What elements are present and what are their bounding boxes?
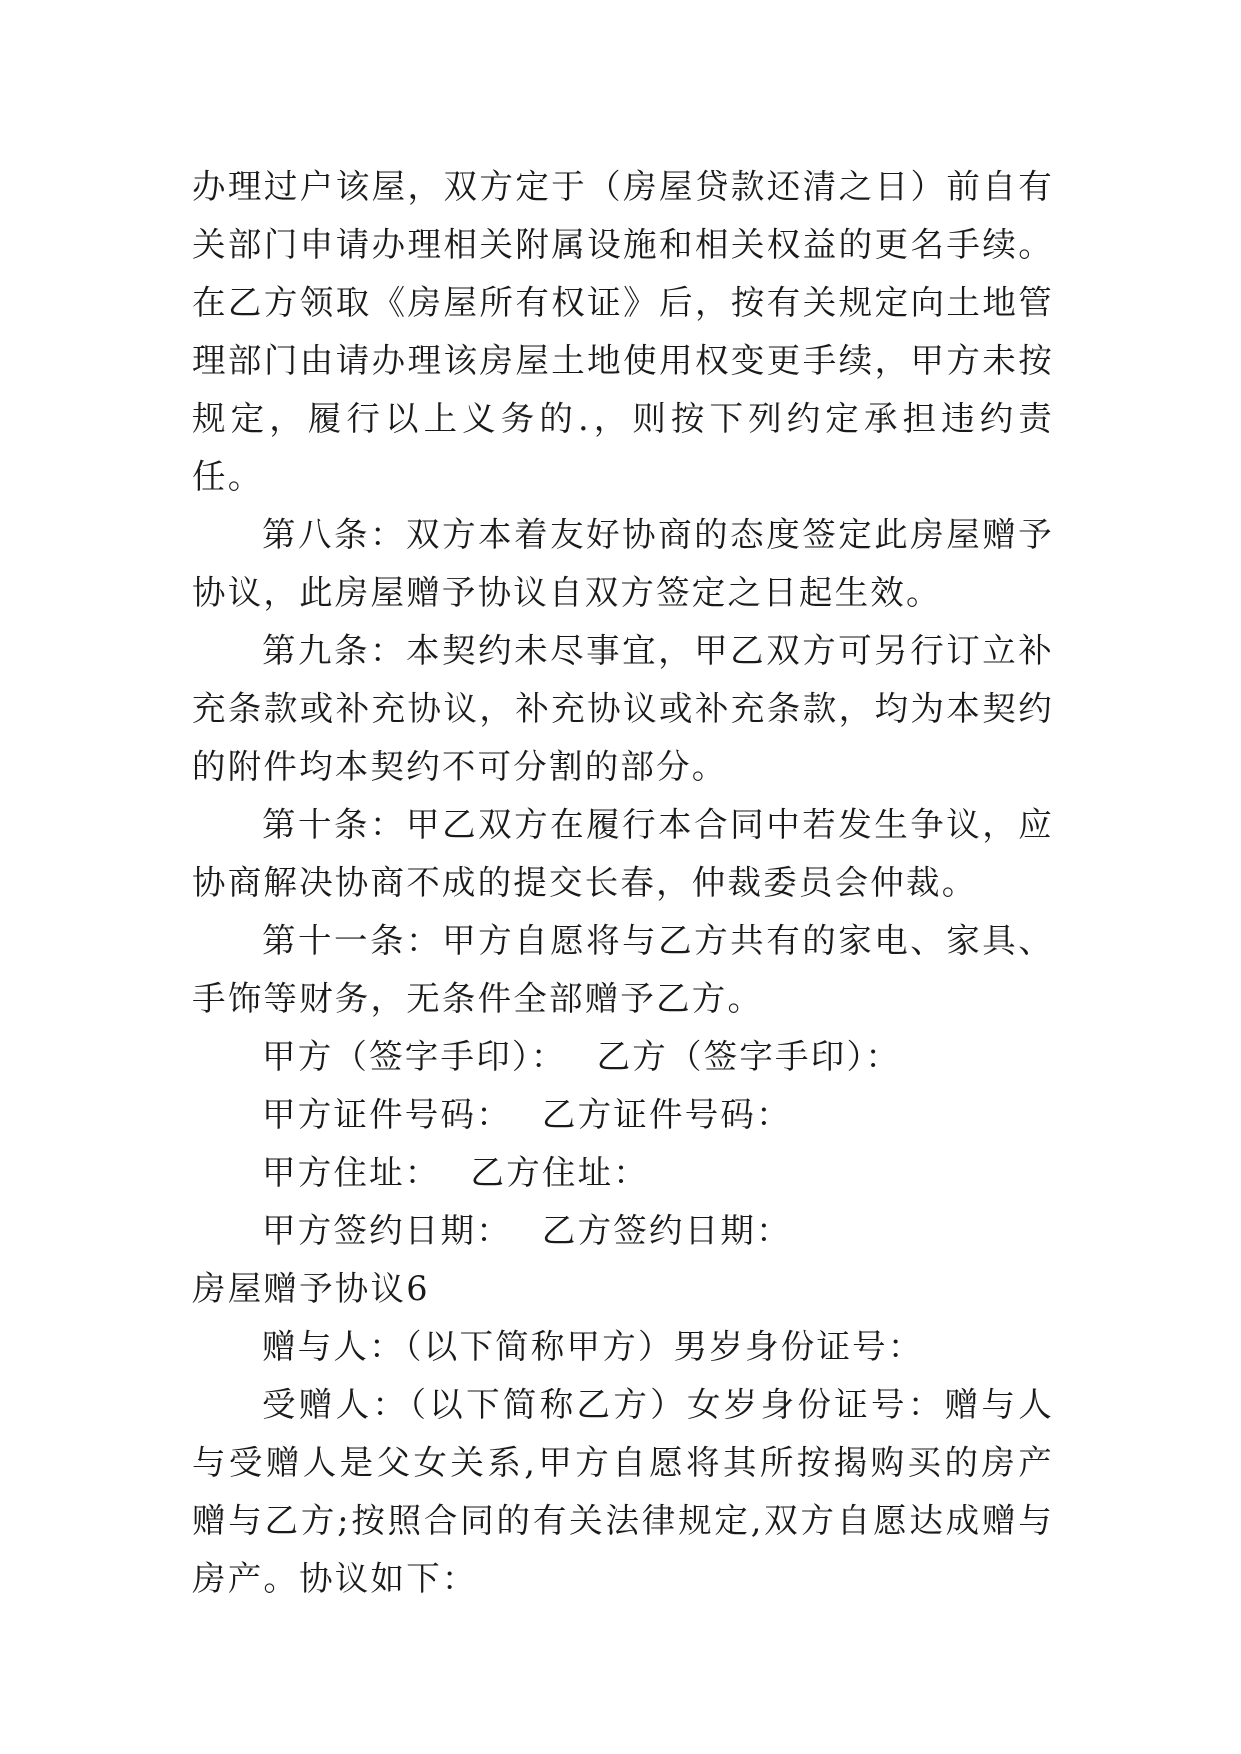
donor-line: 赠与人：（以下简称甲方）男岁身份证号： bbox=[262, 1327, 924, 1366]
party-b-id-label: 乙方证件号码： bbox=[541, 1095, 792, 1134]
party-b-address-label: 乙方住址： bbox=[470, 1153, 649, 1192]
party-b-signature-label: 乙方（签字手印）： bbox=[596, 1037, 902, 1076]
party-a-date-label: 甲方签约日期： bbox=[262, 1211, 512, 1250]
signature-line-address bbox=[192, 1144, 1054, 1202]
signature-line-id-number bbox=[192, 1086, 1054, 1144]
signature-line-signature bbox=[192, 1028, 1054, 1086]
paragraph-article-8: 第八条：双方本着友好协商的态度签定此房屋赠予协议，此房屋赠予协议自双方签定之日起生效。 bbox=[192, 515, 1054, 612]
paragraph-article-11: 第十一条：甲方自愿将与乙方共有的家电、家具、手饰等财务，无条件全部赠予乙方。 bbox=[192, 921, 1054, 1018]
party-b-date-label: 乙方签约日期： bbox=[541, 1211, 792, 1250]
party-a-signature-label: 甲方（签字手印）： bbox=[262, 1037, 567, 1076]
signature-line-date bbox=[192, 1202, 1054, 1260]
recipient-paragraph: 受赠人：（以下简称乙方）女岁身份证号：赠与人与受赠人是父女关系,甲方自愿将其所按揭购买的房产赠与乙方;按照合同的有关法律规定,双方自愿达成赠与房产。协议如下： bbox=[192, 1385, 1054, 1598]
section-title: 房屋赠予协议6 bbox=[192, 1269, 430, 1308]
party-a-id-label: 甲方证件号码： bbox=[262, 1095, 512, 1134]
paragraph-article-9: 第九条：本契约未尽事宜，甲乙双方可另行订立补充条款或补充协议，补充协议或补充条款，均为本契约的附件均本契约不可分割的部分。 bbox=[192, 631, 1054, 786]
paragraph-transfer-terms: 办理过户该屋，双方定于（房屋贷款还清之日）前自有关部门申请办理相关附属设施和相关权益的更名手续。在乙方领取《房屋所有权证》后，按有关规定向土地管理部门由请办理该房屋土地使用权变更手续，甲方未按规定，履行以上义务的.，则按下列约定承担违约责任。 bbox=[192, 167, 1054, 496]
party-a-address-label: 甲方住址： bbox=[262, 1153, 441, 1192]
document-body bbox=[192, 158, 1054, 1608]
paragraph-article-10: 第十条：甲乙双方在履行本合同中若发生争议，应协商解决协商不成的提交长春，仲裁委员会仲裁。 bbox=[192, 805, 1054, 902]
